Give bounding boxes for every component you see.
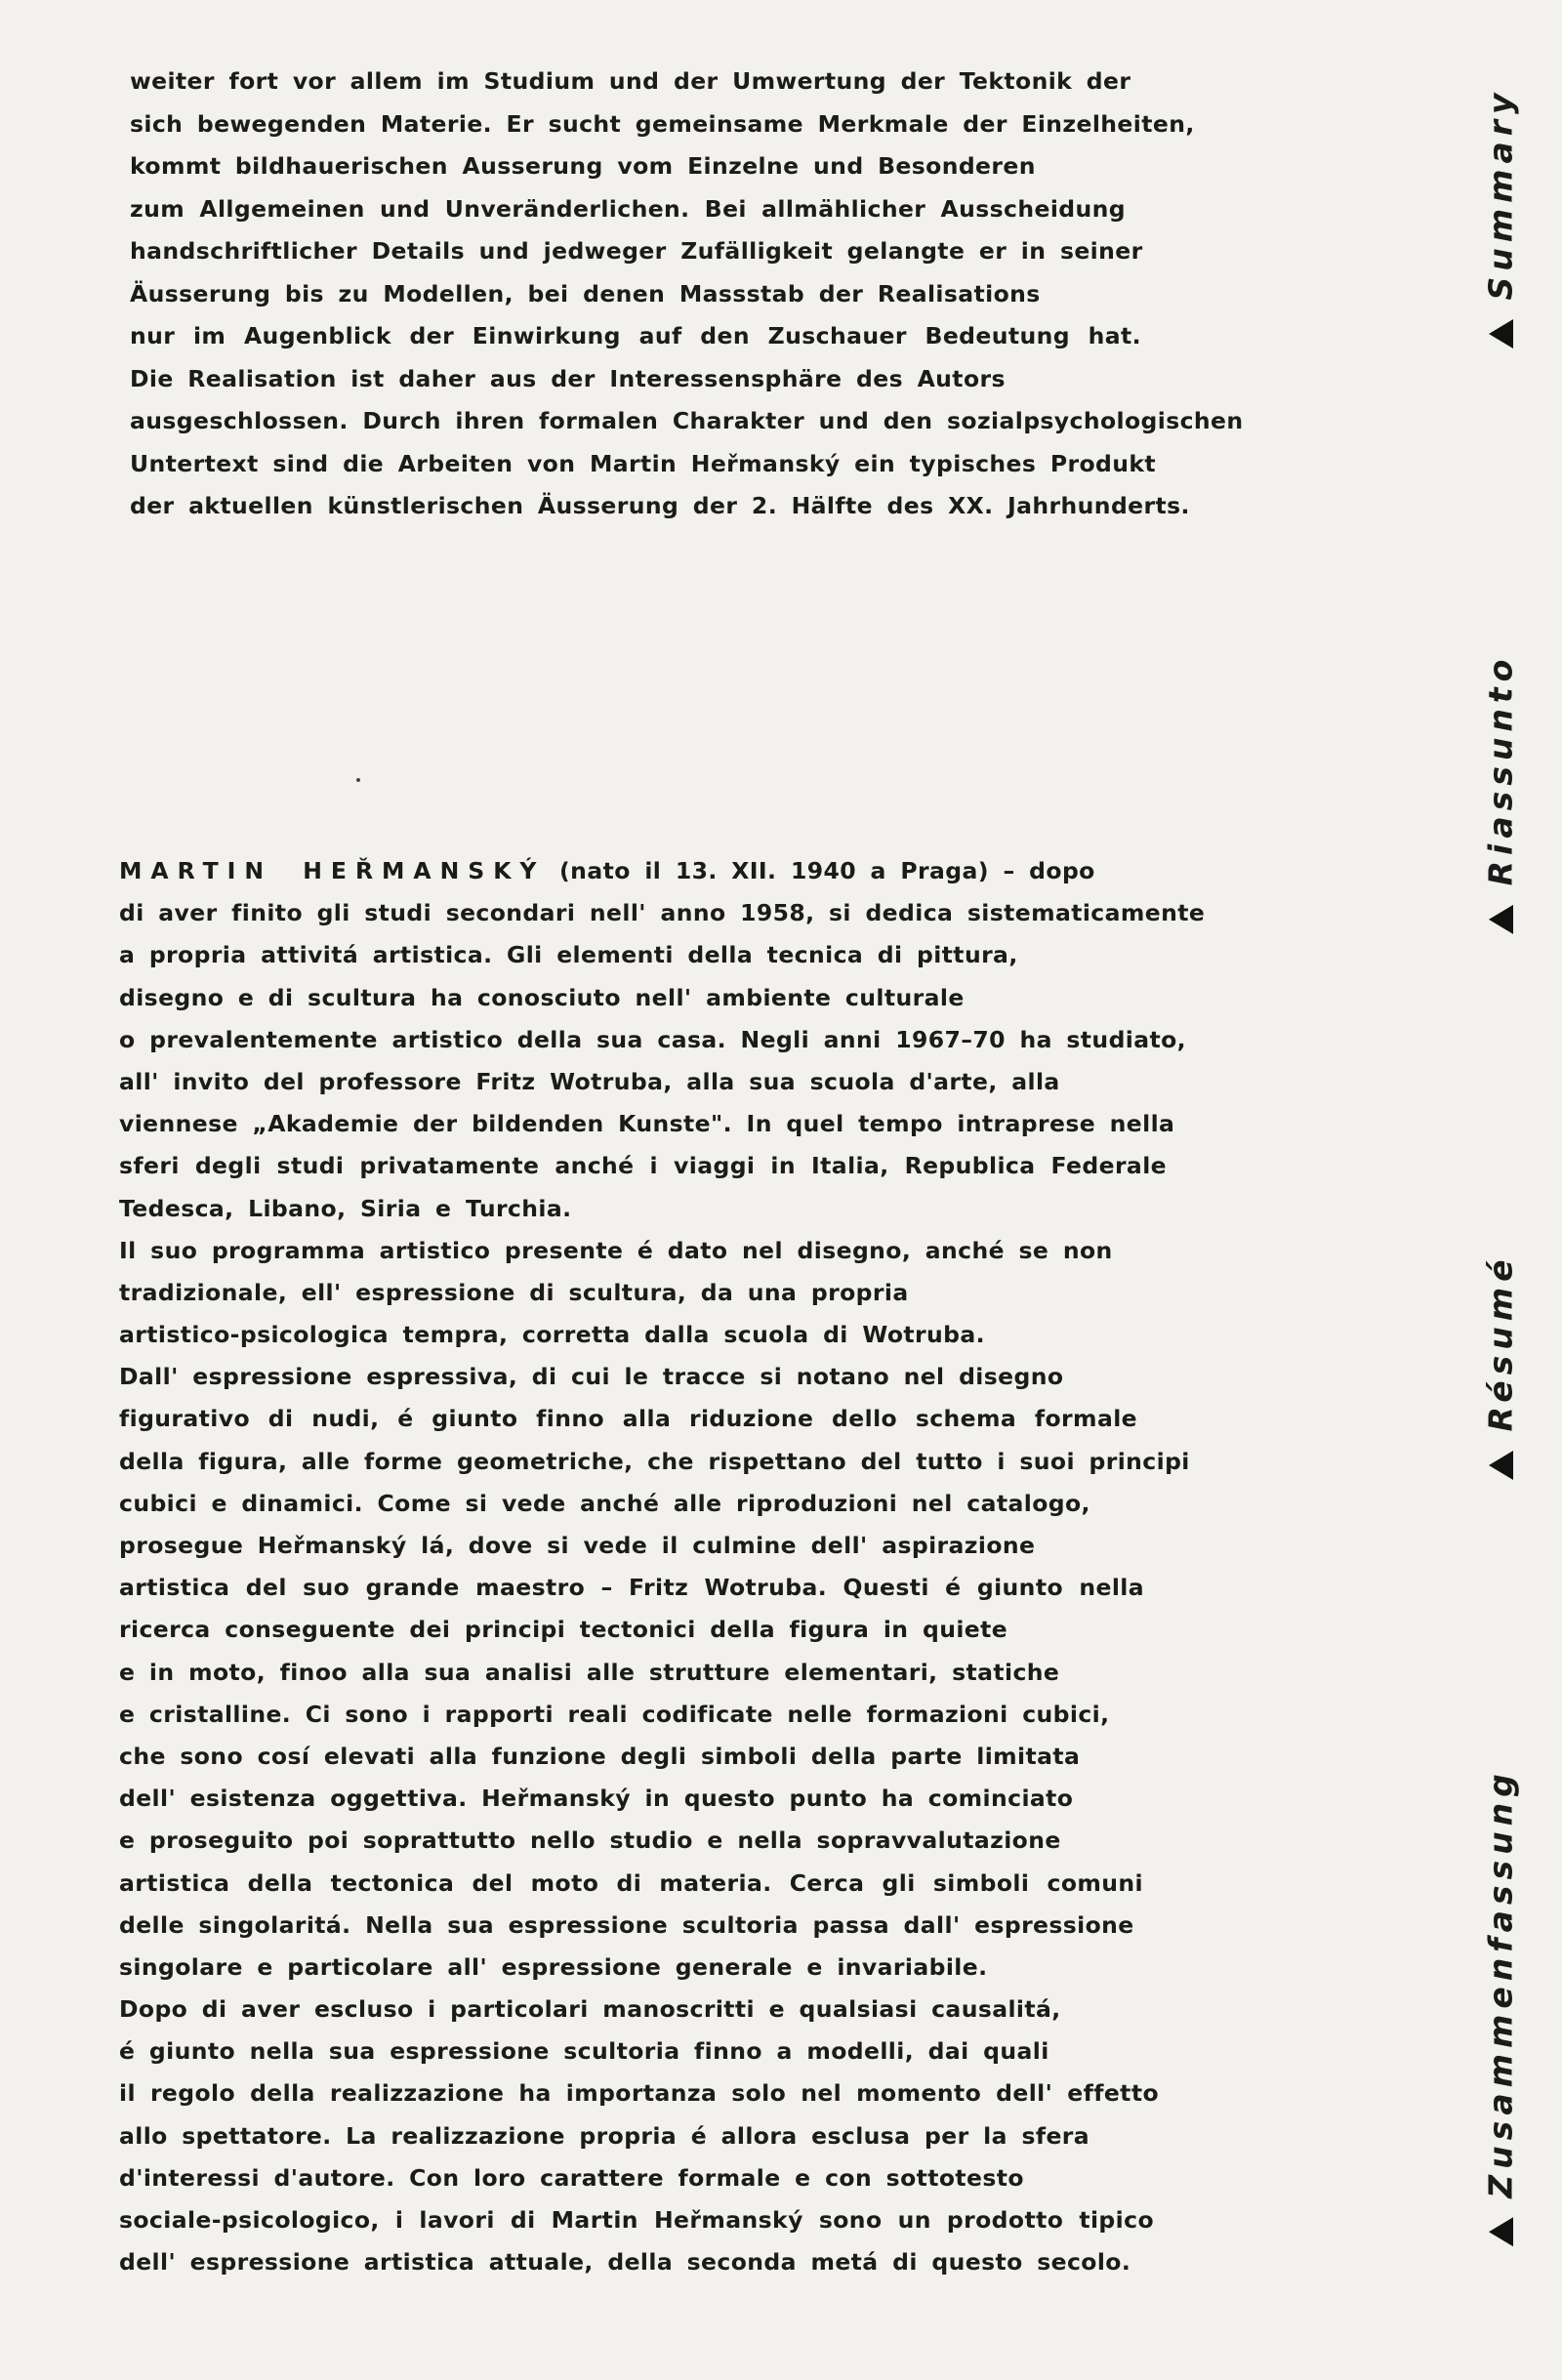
text-line: Il suo programma artistico presente é dato nel disegno, anché se non [119,1236,1113,1264]
triangle-left-icon [1489,319,1513,349]
stray-mark [356,778,360,782]
summary-label: Summary [1481,87,1520,301]
text-line: Äusserung bis zu Modellen, bei denen Massstab der Realisations [130,279,1041,308]
text-line: ausgeschlossen. Durch ihren formalen Charakter und den sozialpsychologischen [130,407,1244,434]
text-line: Die Realisation ist daher aus der Interessensphäre des Autors [130,364,1006,392]
text-line: artistica della tectonica del moto di materia. Cerca gli simboli comuni [119,1868,1143,1897]
text-line: dell' espressione artistica attuale, della seconda metá di questo secolo. [119,2248,1131,2277]
german-summary-text [130,61,1244,528]
text-line: disegno e di scultura ha conosciuto nell' ambiente culturale [119,983,965,1011]
text-line: dell' esistenza oggettiva. Heřmanský in questo punto ha cominciato [119,1785,1074,1813]
triangle-left-icon [1489,905,1513,934]
text-line: prosegue Heřmanský lá, dove si vede il culmine dell' aspirazione [119,1532,1036,1559]
text-line: Untertext sind die Arbeiten von Martin Heřmanský ein typisches Produkt [130,449,1157,477]
text-line: artistico-psicologica tempra, corretta dalla scuola di Wotruba. [119,1321,985,1349]
text-line: di aver finito gli studi secondari nell' anno 1958, si dedica sistematicamente [119,899,1206,927]
text-line: weiter fort vor allem im Studium und der Umwertung der Tektonik der [130,67,1131,95]
text-line: a propria attivitá artistica. Gli elementi della tecnica di pittura, [119,941,1018,969]
text-line: é giunto nella sua espressione scultoria finno a modelli, dai quali [119,2037,1049,2066]
text-line: Dall' espressione espressiva, di cui le tracce si notano nel disegno [119,1363,1064,1391]
resume-label: Résumé [1481,1253,1520,1432]
text-line: all' invito del professore Fritz Wotruba, alla sua scuola d'arte, alla [119,1067,1060,1095]
text-line: Tedesca, Libano, Siria e Turchia. [119,1194,572,1222]
text-line: della figura, alle forme geometriche, che rispettano del tutto i suoi principi [119,1447,1190,1475]
side-label-summary [1482,87,1520,346]
side-label-zusammenfassung [1482,1768,1520,2244]
text-line: e cristalline. Ci sono i rapporti reali codificate nelle formazioni cubici, [119,1700,1110,1728]
italian-summary-text [119,850,1206,2283]
text-line: e in moto, finoo alla sua analisi alle strutture elementari, statiche [119,1658,1060,1686]
author-name: MARTIN HEŘMANSKÝ [119,857,546,884]
author-biography-start: (nato il 13. XII. 1940 a Praga) – dopo [559,857,1095,884]
side-label-resume [1482,1253,1520,1477]
text-line: zum Allgemeinen und Unveränderlichen. Bei allmählicher Ausscheidung [130,194,1126,223]
text-line: e proseguito poi soprattutto nello studio e nella sopravvalutazione [119,1826,1061,1855]
text-line: tradizionale, ell' espressione di scultura, da una propria [119,1278,909,1306]
triangle-left-icon [1489,1451,1513,1480]
text-line [119,850,1095,892]
text-line: kommt bildhauerischen Ausserung vom Einzelne und Besonderen [130,152,1036,180]
text-line: o prevalentemente artistico della sua casa. Negli anni 1967–70 ha studiato, [119,1025,1187,1053]
text-line: singolare e particolare all' espressione generale e invariabile. [119,1952,988,1981]
text-line: delle singolaritá. Nella sua espressione scultoria passa dall' espressione [119,1910,1134,1939]
text-line: allo spettatore. La realizzazione propria é allora esclusa per la sfera [119,2121,1090,2150]
text-line: viennese „Akademie der bildenden Kunste". In quel tempo intraprese nella [119,1110,1175,1138]
text-line: der aktuellen künstlerischen Äusserung der 2. Hälfte des XX. Jahrhunderts. [130,492,1190,519]
text-line: ricerca conseguente dei principi tectonici della figura in quiete [119,1616,1008,1644]
triangle-left-icon [1489,2217,1513,2246]
text-line: sich bewegenden Materie. Er sucht gemeinsame Merkmale der Einzelheiten, [130,109,1195,138]
text-line: artistica del suo grande maestro – Fritz Wotruba. Questi é giunto nella [119,1574,1144,1602]
text-line: che sono cosí elevati alla funzione degli simboli della parte limitata [119,1742,1081,1770]
zusammenfassung-label: Zusammenfassung [1481,1768,1520,2198]
text-line: handschriftlicher Details und jedweger Zufälligkeit gelangte er in seiner [130,237,1143,265]
text-line: cubici e dinamici. Come si vede anché alle riproduzioni nel catalogo, [119,1489,1090,1517]
text-line: figurativo di nudi, é giunto finno alla riduzione dello schema formale [119,1405,1137,1433]
text-line: sociale-psicologico, i lavori di Martin Heřmanský sono un prodotto tipico [119,2206,1154,2234]
text-line: nur im Augenblick der Einwirkung auf den Zuschauer Bedeutung hat. [130,322,1141,349]
text-line: sferi degli studi privatamente anché i viaggi in Italia, Republica Federale [119,1152,1167,1180]
riassunto-label: Riassunto [1481,653,1520,886]
text-line: Dopo di aver escluso i particolari manoscritti e qualsiasi causalitá, [119,1995,1061,2024]
side-label-riassunto [1482,654,1520,932]
text-line: il regolo della realizzazione ha importanza solo nel momento dell' effetto [119,2079,1159,2108]
text-line: d'interessi d'autore. Con loro carattere formale e con sottotesto [119,2163,1024,2192]
